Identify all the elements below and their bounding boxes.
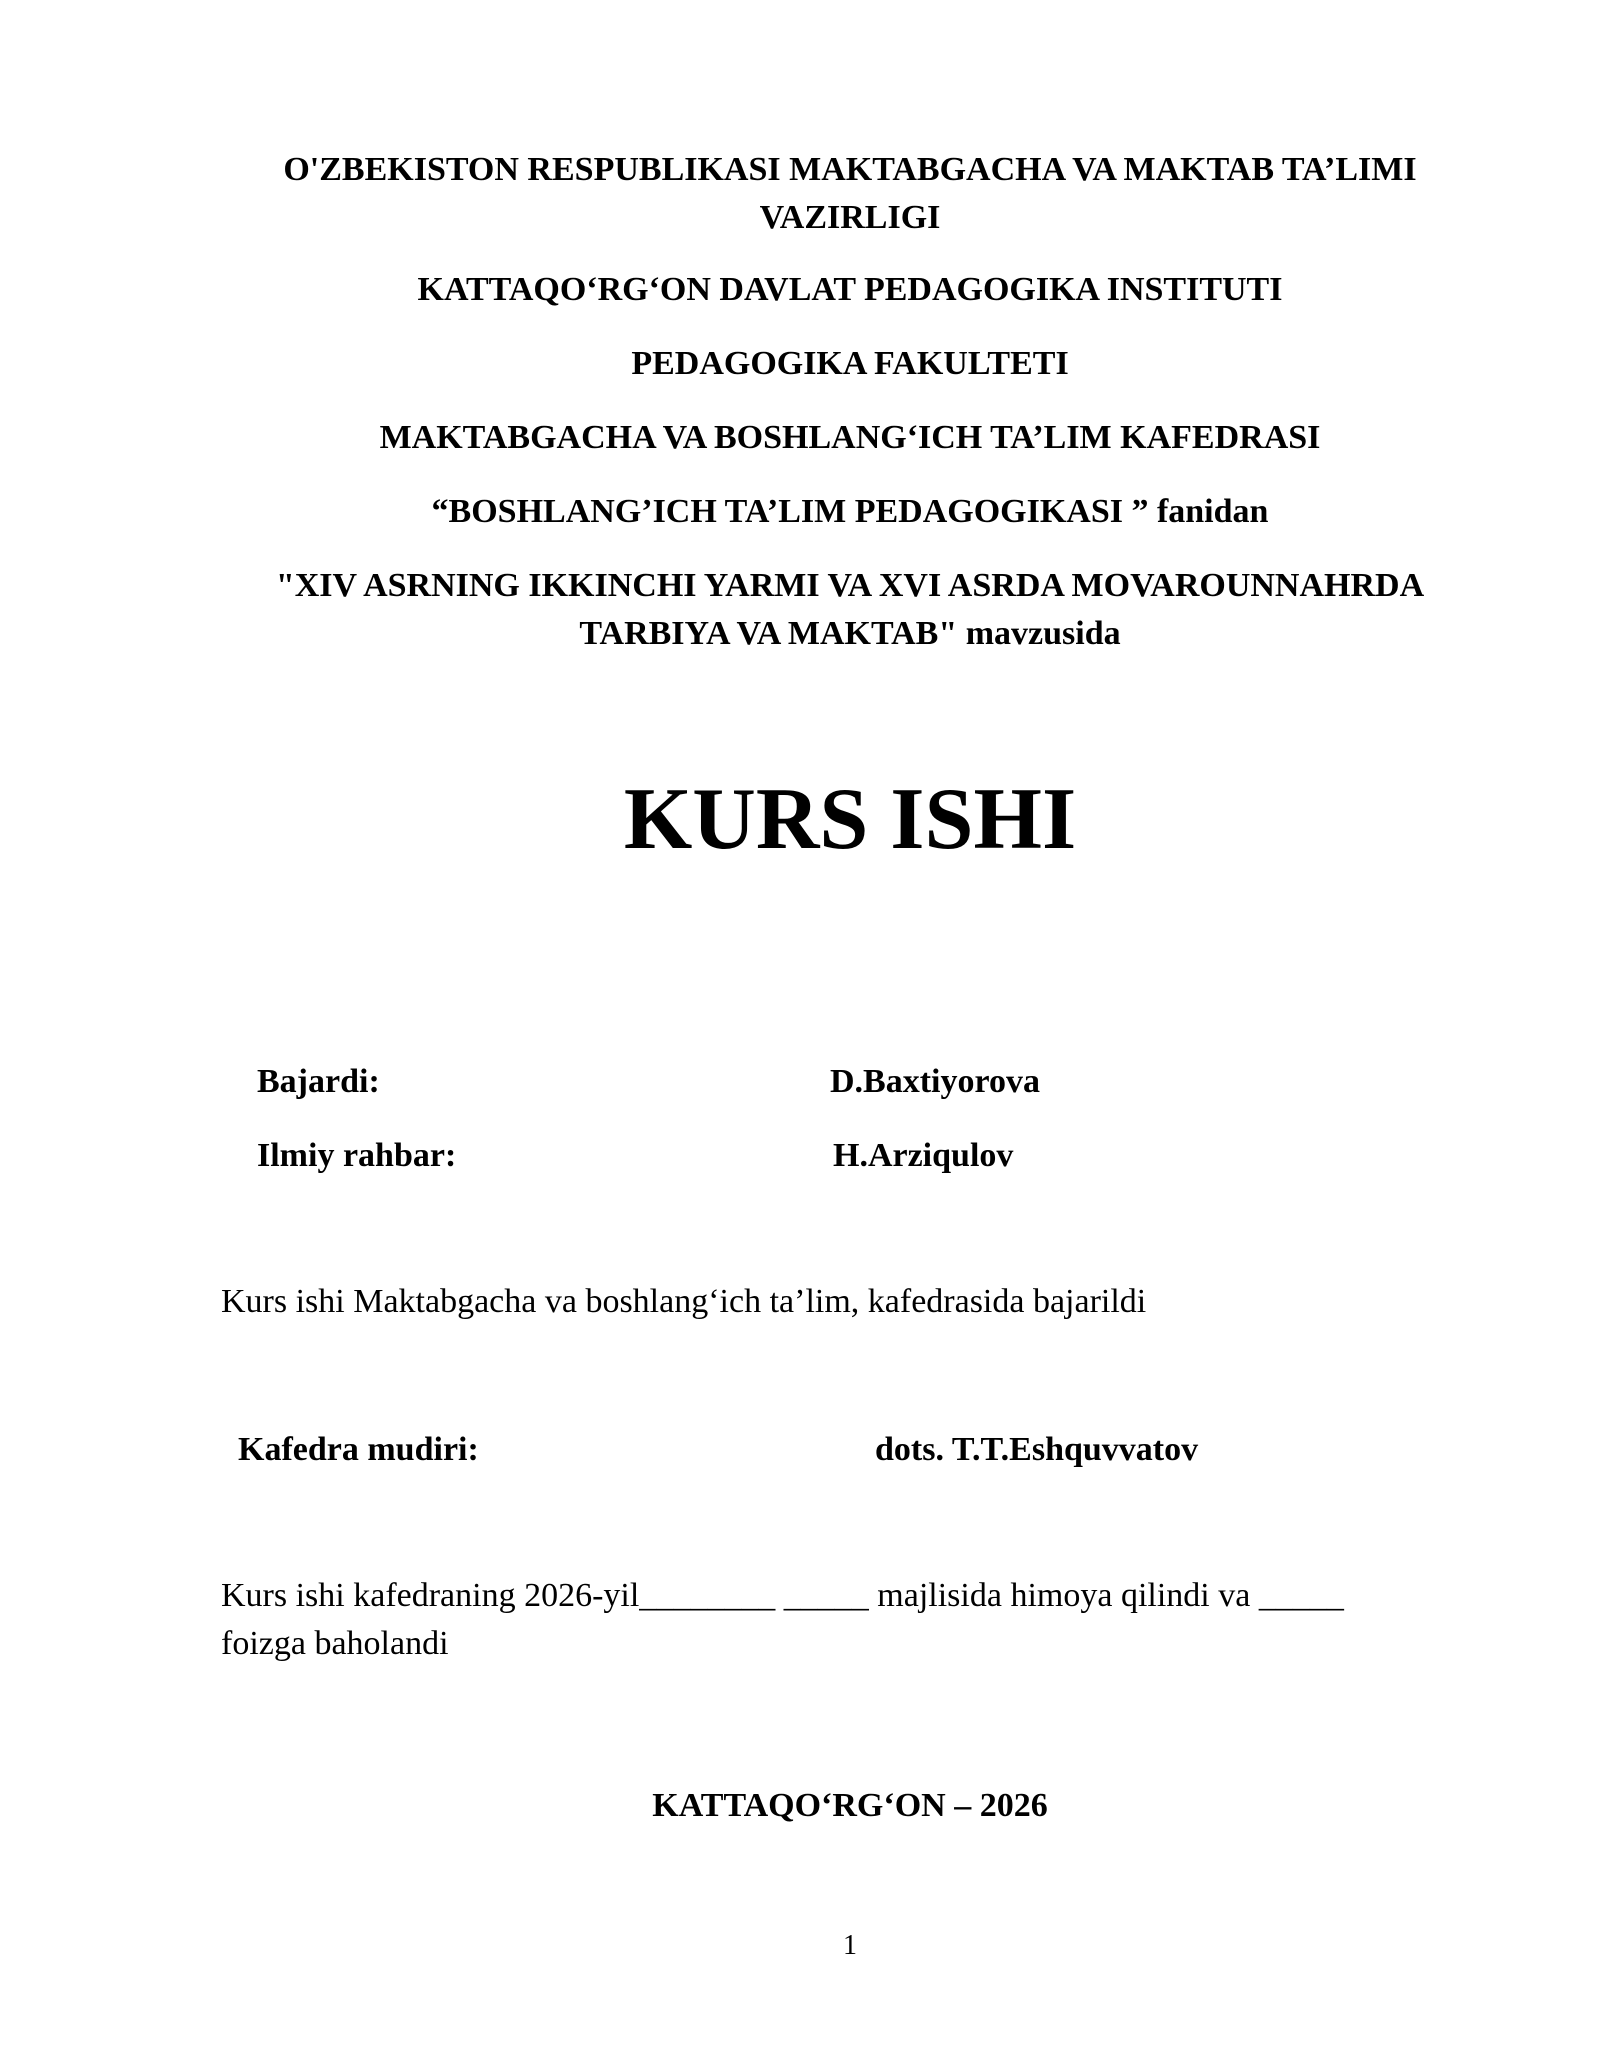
- supervisor-label: Ilmiy rahbar:: [257, 1137, 457, 1174]
- subject-heading: “BOSHLANG’ICH TA’LIM PEDAGOGIKASI ” fanidan: [431, 493, 1269, 530]
- ministry-heading: [200, 146, 1500, 242]
- topic-line-1: "XIV ASRNING IKKINCHI YARMI VA XVI ASRDA MOVAROUNNAHRDA: [275, 567, 1425, 604]
- ministry-line-2: VAZIRLIGI: [759, 199, 941, 236]
- department-head-name: dots. T.T.Eshquvvatov: [875, 1431, 1199, 1468]
- performed-by-name: D.Baxtiyorova: [830, 1063, 1040, 1100]
- supervisor-name: H.Arziqulov: [833, 1137, 1014, 1174]
- defense-line-2: foizga baholandi: [221, 1625, 449, 1662]
- completion-statement: Kurs ishi Maktabgacha va boshlang‘ich ta’lim, kafedrasida bajarildi: [221, 1283, 1147, 1320]
- page-number: 1: [843, 1930, 857, 1961]
- department-head-label: Kafedra mudiri:: [238, 1431, 479, 1468]
- defense-statement: [221, 1572, 1461, 1668]
- department-heading: MAKTABGACHA VA BOSHLANG‘ICH TA’LIM KAFEDRASI: [379, 419, 1321, 456]
- topic-line-2: TARBIYA VA MAKTAB" mavzusida: [579, 615, 1121, 652]
- topic-heading: [200, 562, 1500, 658]
- ministry-line-1: O'ZBEKISTON RESPUBLIKASI MAKTABGACHA VA MAKTAB TA’LIMI: [283, 151, 1417, 188]
- performed-by-label: Bajardi:: [257, 1063, 380, 1100]
- document-title: KURS ISHI: [623, 771, 1077, 868]
- defense-line-1: Kurs ishi kafedraning 2026-yil________ _____ majlisida himoya qilindi va _____: [221, 1577, 1344, 1614]
- place-year-footer: KATTAQO‘RG‘ON – 2026: [652, 1787, 1048, 1824]
- faculty-heading: PEDAGOGIKA FAKULTETI: [631, 345, 1069, 382]
- institute-heading: KATTAQO‘RG‘ON DAVLAT PEDAGOGIKA INSTITUTI: [417, 271, 1283, 308]
